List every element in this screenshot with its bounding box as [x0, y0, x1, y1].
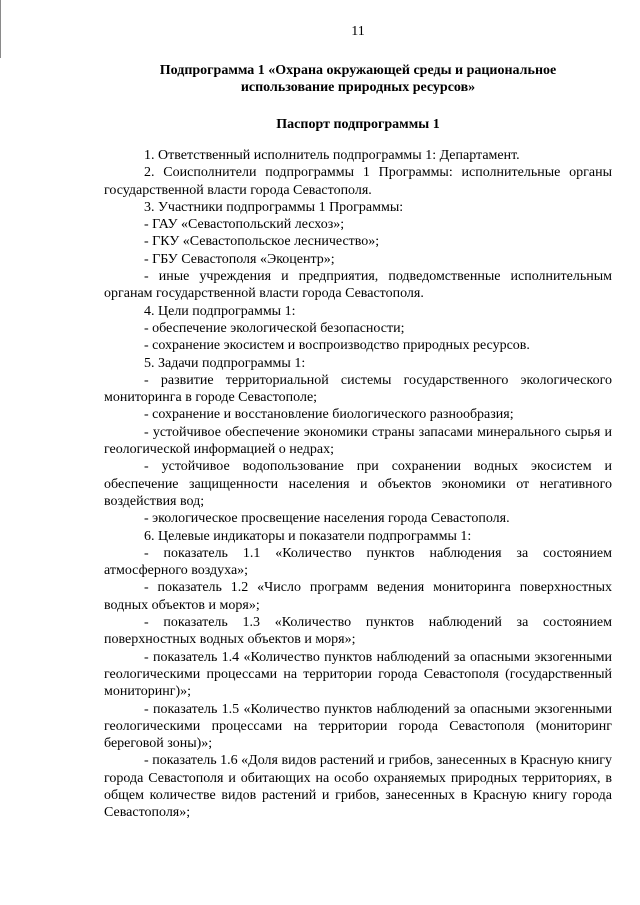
paragraph-task-5: - экологическое просвещение населения города Севастополя. — [144, 511, 510, 527]
paragraph-participants-heading: 3. Участники подпрограммы 1 Программы: — [144, 199, 404, 215]
paragraph-goal-2: - сохранение экосистем и воспроизводство природных ресурсов. — [144, 338, 530, 354]
paragraph-indicator-1-6: - показатель 1.6 «Доля видов растений и грибов, занесенных в Красную книгу города Севастополя и обитающих на особо охраняемых природных территориях, в общем количестве видов растений и грибов, занесенных в Красную книгу города Севастополя»; — [104, 753, 612, 821]
paragraph-indicator-1-1: - показатель 1.1 «Количество пунктов наблюдения за состоянием атмосферного воздуха»; — [104, 545, 612, 579]
paragraph-indicators-heading: 6. Целевые индикаторы и показатели подпрограммы 1: — [144, 528, 472, 544]
paragraph-task-3: - устойчивое обеспечение экономики страны запасами минерального сырья и геологической информацией о недрах; — [104, 424, 612, 458]
paragraph-indicator-1-3: - показатель 1.3 «Количество пунктов наблюдений за состоянием поверхностных водных объектов и моря»; — [104, 615, 612, 648]
paragraph-goal-1: - обеспечение экологической безопасности; — [144, 320, 405, 336]
subprogram-title — [104, 62, 612, 96]
paragraph-tasks-heading: 5. Задачи подпрограммы 1: — [144, 355, 306, 371]
document-body — [104, 147, 612, 822]
paragraph-participant-4: - иные учреждения и предприятия, подведомственные исполнительным органам государственной власти города Севастополя. — [104, 269, 612, 302]
paragraph-goals-heading: 4. Цели подпрограммы 1: — [144, 303, 296, 319]
paragraph-indicator-1-2: - показатель 1.2 «Число программ ведения мониторинга поверхностных водных объектов и моря»; — [104, 580, 612, 613]
paragraph-co-executors: 2. Соисполнители подпрограммы 1 Программы: исполнительные органы государственной власти города Севастополя. — [104, 165, 612, 198]
paragraph-indicator-1-4: - показатель 1.4 «Количество пунктов наблюдений за опасными экзогенными геологическими процессами на территории города Севастополя (государственный мониторинг)»; — [104, 649, 612, 700]
passport-heading: Паспорт подпрограммы 1 — [276, 117, 440, 132]
paragraph-participant-1: - ГАУ «Севастопольский лесхоз»; — [144, 217, 345, 233]
paragraph-participant-2: - ГКУ «Севастопольское лесничество»; — [144, 234, 380, 250]
paragraph-responsible-executor: 1. Ответственный исполнитель подпрограммы 1: Департамент. — [144, 148, 520, 163]
paragraph-task-2: - сохранение и восстановление биологического разнообразия; — [144, 407, 514, 423]
subprogram-title-line-2: использование природных ресурсов» — [240, 80, 476, 95]
paragraph-indicator-1-5: - показатель 1.5 «Количество пунктов наблюдений за опасными экзогенными геологическими процессами на территории города Севастополя (мониторинг береговой зоны)»; — [104, 701, 612, 752]
paragraph-task-1: - развитие территориальной системы государственного экологического мониторинга в городе Севастополе; — [104, 372, 612, 406]
subprogram-title-line-1: Подпрограмма 1 «Охрана окружающей среды и рациональное — [159, 63, 557, 78]
paragraph-participant-3: - ГБУ Севастополя «Экоцентр»; — [144, 251, 335, 267]
scan-edge-line — [0, 0, 1, 58]
paragraph-task-4: - устойчивое водопользование при сохранении водных экосистем и обеспечение защищенности населения и объектов экономики от негативного воздействия вод; — [104, 459, 612, 509]
page-number: 11 — [351, 24, 365, 39]
